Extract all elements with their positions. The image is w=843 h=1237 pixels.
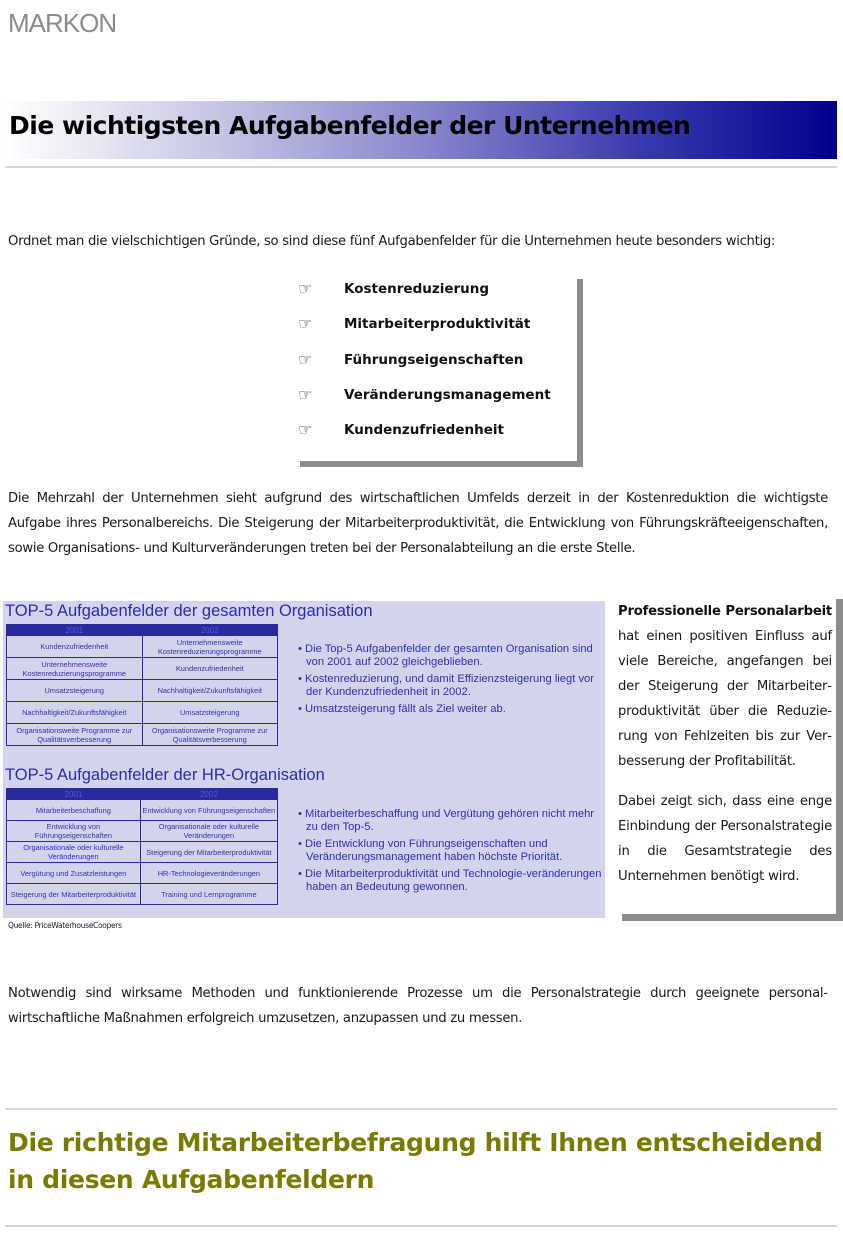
table-cell: Organisationale oder kulturelle Veränderungen — [7, 842, 141, 863]
markon-logo[interactable]: MARKON — [8, 8, 117, 38]
table-cell: Nachhaltigkeit/Zukunftsfähigkeit — [7, 702, 143, 724]
sidebar-shadow-right — [836, 599, 843, 921]
bullet-item: • Mitarbeiterbeschaffung und Vergütung gehören nicht mehr zu den Top-5. — [298, 808, 595, 833]
hr-bullets — [298, 808, 603, 898]
table-cell: Umsatzsteigerung — [142, 702, 278, 724]
pointing-hand-icon: ☞ — [298, 314, 313, 333]
table-cell: Training und Lernprogramme — [140, 884, 277, 905]
bullet-item: • Umsatzsteigerung fällt als Ziel weiter ab. — [298, 703, 506, 715]
list-box-shadow-right — [577, 279, 583, 467]
sidebar-paragraph: Dabei zeigt sich, dass eine enge Einbindung der Personalstrategie in die Gesamtstrategie des Unternehmen benötigt wird. — [618, 794, 832, 884]
sidebar-bold-lead: Professionelle Personalarbeit — [618, 604, 832, 619]
pwc-figure — [3, 601, 605, 918]
org-bullets — [298, 643, 603, 720]
table-cell: Kundenzufriedenheit — [142, 658, 278, 680]
source-caption: Quelle: PriceWaterhouseCoopers — [8, 921, 122, 930]
col-header: 2002 — [140, 789, 277, 800]
table-cell: Entwicklung von Führungseigenschaften — [140, 800, 277, 821]
figure-title-hr: TOP-5 Aufgabenfelder der HR-Organisation — [5, 766, 325, 784]
sidebar-shadow-bottom — [622, 914, 843, 921]
col-header: 2001 — [7, 789, 141, 800]
page-title: Die wichtigsten Aufgabenfelder der Unternehmen — [9, 111, 691, 140]
sidebar-text — [618, 599, 832, 904]
paragraph-kostenreduktion: Die Mehrzahl der Unternehmen sieht aufgrund des wirtschaftlichen Umfelds derzeit in der Kostenreduktion die wichtigste Aufgabe ihres Personalbereichs. Die Steigerung der Mitarbeiterproduktivität, die Entwicklung von Führungskräfteeigenschaften, sowie Organisations- und Kulturveränderungen treten bei der Personalabteilung an die erste Stelle. — [8, 491, 828, 556]
header-banner — [5, 101, 837, 159]
table-cell: Umsatzsteigerung — [7, 680, 143, 702]
table-cell: Vergütung und Zusatzleistungen — [7, 863, 141, 884]
intro-text: Ordnet man die vielschichtigen Gründe, so sind diese fünf Aufgabenfelder für die Unternehmen heute besonders wichtig: — [8, 234, 776, 249]
bullet-item: • Die Top-5 Aufgabenfelder der gesamten Organisation sind von 2001 auf 2002 gleichgeblieben. — [298, 643, 593, 668]
section-heading: Die richtige Mitarbeiterbefragung hilft Ihnen entscheidend in diesen Aufgabenfeldern — [8, 1128, 823, 1194]
table-cell: Organisationale oder kulturelle Veränderungen — [140, 821, 277, 842]
sidebar-text-rest: hat einen positiven Einfluss auf viele Bereiche, angefangen bei der Steigerung der Mitarbeiterproduktivität über die Reduzierung von Fehlzeiten bis zur Verbesserung der Profitabilität. — [618, 629, 832, 769]
table-cell: Unternehmensweite Kostenreduzierungsprogramme — [7, 658, 143, 680]
table-cell: Nachhaltigkeit/Zukunftsfähigkeit — [142, 680, 278, 702]
bullet-item: • Die Mitarbeiterproduktivität und Technologie-veränderungen haben an Bedeutung gewonnen. — [298, 868, 602, 893]
sidebar-paragraph — [618, 599, 832, 774]
pointing-hand-icon: ☞ — [298, 385, 313, 404]
pointing-hand-icon: ☞ — [298, 350, 313, 369]
table-cell: HR-Technologieveränderungen — [140, 863, 277, 884]
pointing-hand-icon: ☞ — [298, 279, 313, 298]
table-cell: Steigerung der Mitarbeiterproduktivität — [140, 842, 277, 863]
table-cell: Entwicklung von Führungseigenschaften — [7, 821, 141, 842]
pointing-hand-icon: ☞ — [298, 420, 313, 439]
divider — [5, 1225, 837, 1227]
hr-table — [6, 788, 278, 905]
paragraph-methoden: Notwendig sind wirksame Methoden und funktionierende Prozesse um die Personalstrategie durch geeignete personalwirtschaftliche Maßnahmen erfolgreich umzusetzen, anzupassen und zu messen. — [8, 986, 828, 1026]
col-header: 2001 — [7, 625, 143, 636]
org-table — [6, 624, 278, 746]
table-cell: Organisationsweite Programme zur Qualitätsverbesserung — [142, 724, 278, 746]
table-cell: Mitarbeiterbeschaffung — [7, 800, 141, 821]
bullet-item: • Kostenreduzierung, und damit Effizienzsteigerung liegt vor der Kundenzufriedenheit in 2002. — [298, 673, 594, 698]
col-header: 2002 — [142, 625, 278, 636]
figure-title-org: TOP-5 Aufgabenfelder der gesamten Organisation — [5, 602, 373, 620]
table-cell: Kundenzufriedenheit — [7, 636, 143, 658]
table-cell: Steigerung der Mitarbeiterproduktivität — [7, 884, 141, 905]
table-cell: Unternehmensweite Kostenreduzierungsprogramme — [142, 636, 278, 658]
bullet-item: • Die Entwicklung von Führungseigenschaften und Veränderungsmanagement haben höchste Priorität. — [298, 838, 563, 863]
divider — [5, 1108, 837, 1110]
divider — [5, 166, 837, 168]
list-box-shadow-bottom — [300, 461, 583, 467]
table-cell: Organisationsweite Programme zur Qualitätsverbesserung — [7, 724, 143, 746]
